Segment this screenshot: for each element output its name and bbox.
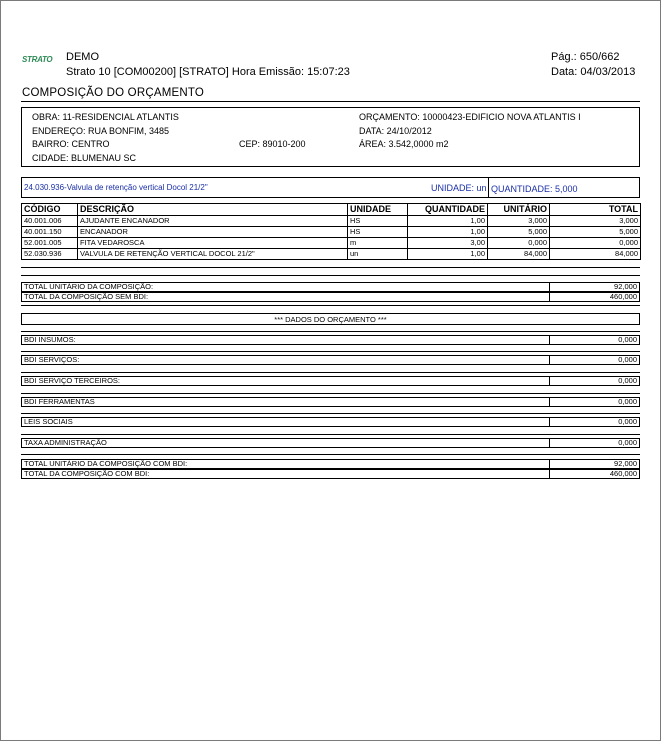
endereco-field: ENDEREÇO: RUA BONFIM, 3485: [32, 126, 170, 136]
col-unidade: UNIDADE: [348, 204, 408, 216]
total-unit-value: 92,000: [549, 282, 639, 292]
cell-descricao: AJUDANTE ENCANADOR: [78, 216, 348, 227]
composition-header: [21, 177, 640, 198]
obra-field: OBRA: 11-RESIDENCIAL ATLANTIS: [32, 112, 179, 122]
col-unitario: UNITÁRIO: [488, 204, 550, 216]
separator-line: [21, 351, 640, 352]
budget-data-heading-box: [21, 313, 640, 325]
total-unit-row: [21, 282, 640, 292]
separator-line: [21, 393, 640, 394]
budget-data-heading: *** DADOS DO ORÇAMENTO ***: [274, 315, 387, 324]
bdi-value: 0,000: [549, 376, 639, 386]
separator-line: [21, 372, 640, 373]
company-name: DEMO: [66, 51, 99, 63]
table-header-row: [22, 204, 641, 216]
table-row: [22, 238, 641, 249]
cell-total: 0,000: [550, 238, 641, 249]
composition-table: [21, 203, 641, 260]
composition-divider: [488, 177, 489, 198]
cell-total: 84,000: [550, 249, 641, 260]
cell-unidade: HS: [348, 216, 408, 227]
emission-date: Data: 04/03/2013: [551, 66, 636, 78]
project-info-box: [21, 107, 640, 167]
bdi-value: 0,000: [549, 397, 639, 407]
separator-line: [21, 434, 640, 435]
table-row: [22, 216, 641, 227]
orcamento-field: ORÇAMENTO: 10000423-EDIFICIO NOVA ATLANTIS I: [359, 112, 581, 122]
bdi-value: 0,000: [549, 438, 639, 448]
cell-quantidade: 3,00: [408, 238, 488, 249]
total-bdi-row: [21, 469, 640, 479]
area-field: ÁREA: 3.542,0000 m2: [359, 139, 449, 149]
bdi-row: [21, 438, 640, 448]
bdi-label: BDI INSUMOS:: [24, 335, 76, 344]
quantidade-label: QUANTIDADE: 5,000: [491, 184, 578, 194]
bdi-row: [21, 397, 640, 407]
total-unit-bdi-label: TOTAL UNITÁRIO DA COMPOSIÇÃO COM BDI:: [24, 459, 188, 468]
bdi-label: LEIS SOCIAIS: [24, 417, 73, 426]
bdi-label: BDI SERVIÇO TERCEIROS:: [24, 376, 120, 385]
cell-total: 5,000: [550, 227, 641, 238]
cep-field: CEP: 89010-200: [239, 139, 306, 149]
bdi-value: 0,000: [549, 335, 639, 345]
logo-text: STRATO: [22, 55, 53, 64]
service-description: 24.030.936-Valvula de retenção vertical Docol 21/2": [24, 183, 208, 192]
cell-descricao: ENCANADOR: [78, 227, 348, 238]
col-codigo: CÓDIGO: [22, 204, 78, 216]
cell-quantidade: 1,00: [408, 216, 488, 227]
cell-codigo: 52.030.936: [22, 249, 78, 260]
separator-line: [21, 413, 640, 414]
title-divider: [21, 101, 640, 102]
cell-quantidade: 1,00: [408, 227, 488, 238]
separator-line: [21, 305, 640, 306]
separator-line: [21, 267, 640, 268]
bdi-row: [21, 335, 640, 345]
cell-unitario: 5,000: [488, 227, 550, 238]
total-bdi-value: 460,000: [549, 469, 639, 479]
total-no-bdi-label: TOTAL DA COMPOSIÇÃO SEM BDI:: [24, 292, 149, 301]
total-bdi-label: TOTAL DA COMPOSIÇÃO COM BDI:: [24, 469, 150, 478]
system-line: Strato 10 [COM00200] [STRATO] Hora Emissão: 15:07:23: [66, 66, 350, 78]
cell-codigo: 40.001.150: [22, 227, 78, 238]
bdi-label: BDI FERRAMENTAS: [24, 397, 95, 406]
bdi-value: 0,000: [549, 417, 639, 427]
total-no-bdi-row: [21, 292, 640, 302]
table-row: [22, 227, 641, 238]
bdi-row: [21, 417, 640, 427]
cell-unitario: 0,000: [488, 238, 550, 249]
strato-logo: [22, 55, 58, 69]
total-no-bdi-value: 460,000: [549, 292, 639, 302]
total-unit-bdi-value: 92,000: [549, 459, 639, 469]
separator-line: [21, 331, 640, 332]
data-field: DATA: 24/10/2012: [359, 126, 432, 136]
cell-unitario: 3,000: [488, 216, 550, 227]
bdi-label: BDI SERVIÇOS:: [24, 355, 80, 364]
table-row: [22, 249, 641, 260]
cell-unidade: un: [348, 249, 408, 260]
cell-codigo: 52.001.005: [22, 238, 78, 249]
cell-codigo: 40.001.006: [22, 216, 78, 227]
bairro-field: BAIRRO: CENTRO: [32, 139, 110, 149]
total-unit-bdi-row: [21, 459, 640, 469]
bdi-row: [21, 376, 640, 386]
unidade-label: UNIDADE: un: [431, 183, 487, 193]
bdi-row: [21, 355, 640, 365]
cell-descricao: VALVULA DE RETENÇÃO VERTICAL DOCOL 21/2": [78, 249, 348, 260]
page-number: Pág.: 650/662: [551, 51, 620, 63]
bdi-value: 0,000: [549, 355, 639, 365]
report-title: COMPOSIÇÃO DO ORÇAMENTO: [22, 87, 205, 99]
cell-unidade: HS: [348, 227, 408, 238]
separator-line: [21, 454, 640, 455]
cell-unidade: m: [348, 238, 408, 249]
cell-unitario: 84,000: [488, 249, 550, 260]
col-descricao: DESCRIÇÃO: [78, 204, 348, 216]
total-unit-label: TOTAL UNITÁRIO DA COMPOSIÇÃO:: [24, 282, 154, 291]
bdi-label: TAXA ADMINISTRAÇÃO: [24, 438, 107, 447]
col-total: TOTAL: [550, 204, 641, 216]
separator-line: [21, 275, 640, 276]
cell-total: 3,000: [550, 216, 641, 227]
cell-descricao: FITA VEDAROSCA: [78, 238, 348, 249]
cell-quantidade: 1,00: [408, 249, 488, 260]
col-quantidade: QUANTIDADE: [408, 204, 488, 216]
cidade-field: CIDADE: BLUMENAU SC: [32, 153, 137, 163]
